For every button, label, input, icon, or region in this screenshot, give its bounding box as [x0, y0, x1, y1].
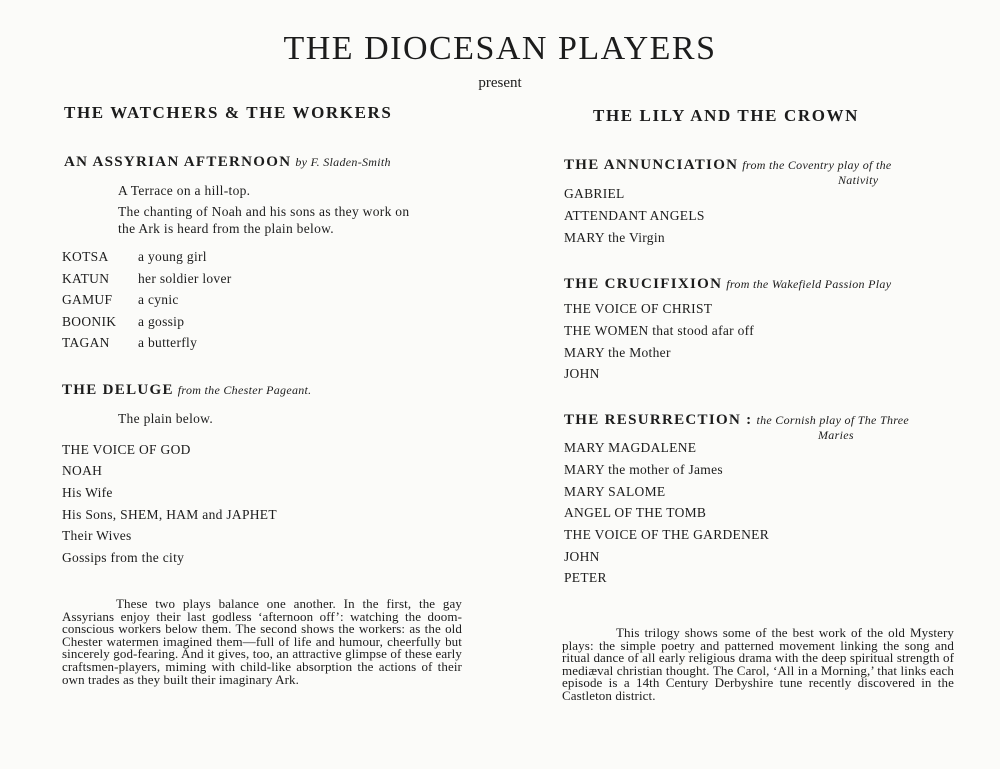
cast-name: JOHN	[564, 366, 600, 381]
cast-name: BOONIK	[62, 314, 117, 329]
cast-name: MARY the Mother	[564, 345, 671, 360]
cast-name: Gossips from the city	[62, 550, 185, 565]
cast-name: ATTENDANT ANGELS	[564, 208, 705, 223]
cast-name: JOHN	[564, 549, 600, 564]
present-label: present	[478, 75, 522, 91]
play2-title: THE DELUGE	[62, 382, 174, 398]
part1-title-line	[564, 156, 892, 174]
part3-source-cont: Maries	[818, 428, 854, 442]
cast-name: His Sons, SHEM, HAM and JAPHET	[62, 507, 277, 522]
cast-name: THE WOMEN that stood afar off	[564, 323, 755, 338]
cast-name: MARY SALOME	[564, 484, 666, 499]
play2-title-line	[62, 381, 312, 399]
part1-source: from the Coventry play of the	[742, 158, 892, 172]
right-program-note	[562, 627, 954, 703]
cast-name: Their Wives	[62, 528, 132, 543]
play1-author: by F. Sladen-Smith	[295, 155, 391, 169]
play1-scene-note-line2: the Ark is heard from the plain below.	[118, 221, 334, 236]
part3-title: THE RESURRECTION :	[564, 412, 753, 428]
part2-source: from the Wakefield Passion Play	[726, 277, 892, 291]
cast-desc: a cynic	[138, 292, 179, 307]
cast-name: NOAH	[62, 463, 103, 478]
part2-title: THE CRUCIFIXION	[564, 276, 723, 292]
play1-title: AN ASSYRIAN AFTERNOON	[64, 154, 292, 170]
cast-desc: a young girl	[138, 249, 207, 264]
part1-title: THE ANNUNCIATION	[564, 157, 739, 173]
cast-desc: a gossip	[138, 314, 185, 329]
left-program-note-text: These two plays balance one another. In the first, the gay Assyrians enjoy their last godless ‘afternoon off’: watching the doom-conscious workers below them. The second shows the workers: as the old Chester watermen imagined them—full of life and humour, cheerfully but sincerely god-fearing. And it gives, too, an attractive glimpse of these early craftsmen-players, miming with child-like absorption the actions of their own trades as they built their imaginary Ark.	[62, 596, 462, 687]
cast-name: THE VOICE OF THE GARDENER	[564, 527, 769, 542]
cast-name: His Wife	[62, 485, 113, 500]
left-program-heading: THE WATCHERS & THE WORKERS	[64, 103, 393, 122]
play2-scene: The plain below.	[118, 411, 214, 426]
play1-scene-note-line1: The chanting of Noah and his sons as they work on	[118, 204, 410, 219]
right-program-heading: THE LILY AND THE CROWN	[593, 106, 860, 125]
cast-name: GABRIEL	[564, 186, 625, 201]
cast-name: THE VOICE OF CHRIST	[564, 301, 713, 316]
cast-name: MARY the mother of James	[564, 462, 723, 477]
part3-source: the Cornish play of The Three	[756, 413, 910, 427]
play1-title-line	[64, 153, 391, 171]
cast-name: ANGEL OF THE TOMB	[564, 505, 707, 520]
cast-name: KATUN	[62, 271, 110, 286]
right-program-note-text: This trilogy shows some of the best work of the old Mystery plays: the simple poetry and patterned movement linking the song and ritual dance of all early religious drama with the deep spiritual strength of mediæval christian thought. The Carol, ‘All in a Morning,’ that links each episode is a 14th Century Derbyshire tune recently discovered in the Castleton district.	[562, 625, 954, 703]
cast-name: MARY the Virgin	[564, 230, 665, 245]
cast-name: KOTSA	[62, 249, 109, 264]
left-program-note	[62, 598, 462, 686]
cast-desc: a butterfly	[138, 335, 198, 350]
cast-name: PETER	[564, 570, 607, 585]
cast-name: MARY MAGDALENE	[564, 440, 697, 455]
play2-source: from the Chester Pageant.	[177, 383, 312, 397]
cast-name: TAGAN	[62, 335, 110, 350]
page-title: THE DIOCESAN PLAYERS	[283, 30, 717, 67]
part3-title-line	[564, 411, 909, 429]
cast-name: THE VOICE OF GOD	[62, 442, 191, 457]
part2-title-line	[564, 275, 891, 293]
cast-name: GAMUF	[62, 292, 113, 307]
cast-desc: her soldier lover	[138, 271, 232, 286]
part1-source-cont: Nativity	[838, 173, 879, 187]
play1-scene: A Terrace on a hill-top.	[118, 183, 251, 198]
